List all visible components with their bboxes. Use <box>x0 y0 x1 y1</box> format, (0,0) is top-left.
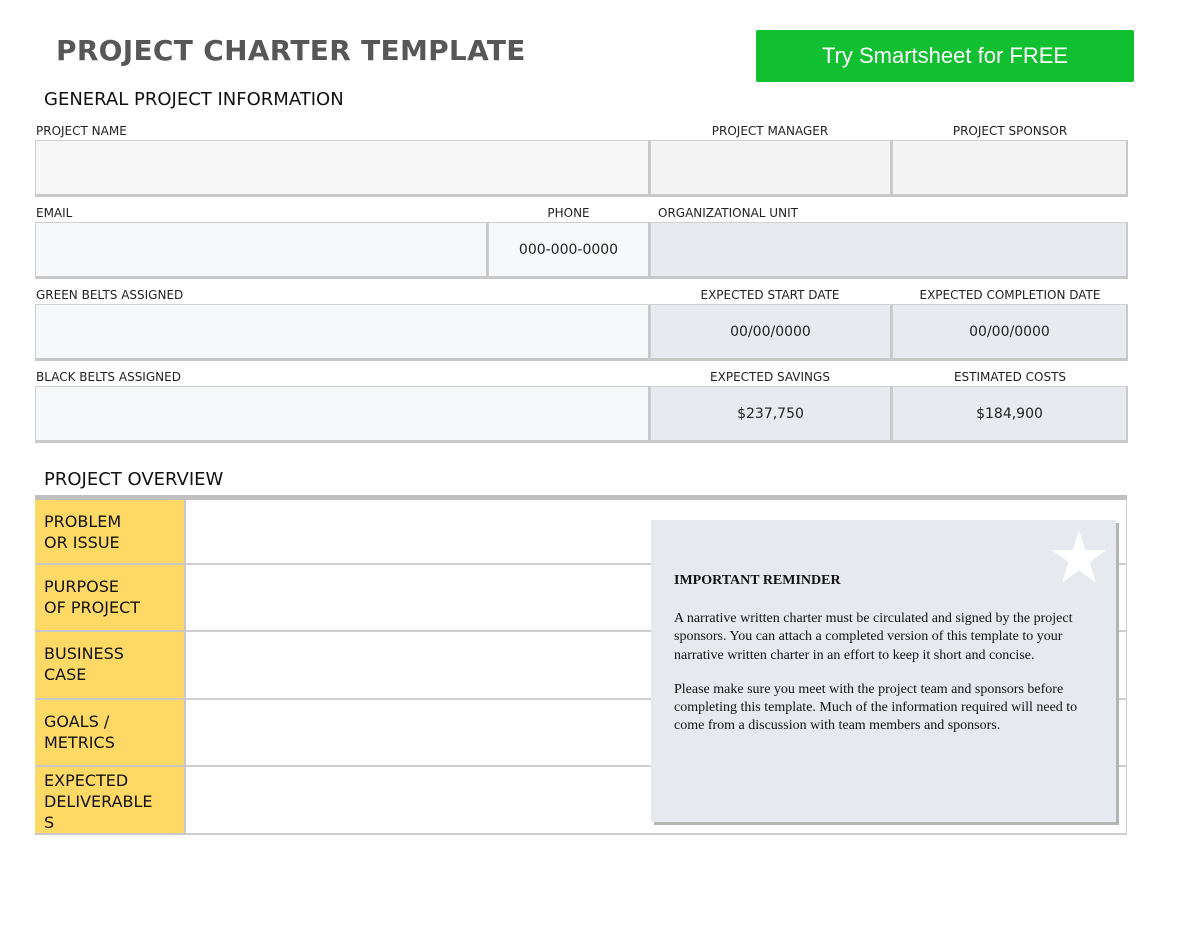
page-title: PROJECT CHARTER TEMPLATE <box>56 34 526 67</box>
email-field[interactable] <box>35 222 488 279</box>
org-unit-field[interactable] <box>650 222 1128 279</box>
project-manager-label: PROJECT MANAGER <box>711 124 829 138</box>
start-date-field[interactable]: 00/00/0000 <box>650 304 892 361</box>
overview-label-business-case: BUSINESS CASE <box>35 632 186 700</box>
green-belts-label: GREEN BELTS ASSIGNED <box>36 288 184 302</box>
important-reminder-note <box>651 520 1116 822</box>
costs-label: ESTIMATED COSTS <box>953 370 1067 384</box>
start-date-label: EXPECTED START DATE <box>700 288 840 302</box>
project-name-label: PROJECT NAME <box>36 124 127 138</box>
phone-field[interactable]: 000-000-0000 <box>488 222 650 279</box>
star-icon <box>1050 528 1108 586</box>
savings-label: EXPECTED SAVINGS <box>710 370 830 384</box>
completion-date-field[interactable]: 00/00/0000 <box>892 304 1128 361</box>
phone-label: PHONE <box>547 206 590 220</box>
email-label: EMAIL <box>36 206 73 220</box>
overview-label-purpose: PURPOSE OF PROJECT <box>35 565 186 632</box>
overview-label-deliverables: EXPECTED DELIVERABLE S <box>35 767 186 835</box>
green-belts-field[interactable] <box>35 304 650 361</box>
overview-label-problem: PROBLEM OR ISSUE <box>35 500 186 565</box>
project-manager-field[interactable] <box>650 140 892 197</box>
project-overview-heading: PROJECT OVERVIEW <box>44 469 224 490</box>
general-info-heading: GENERAL PROJECT INFORMATION <box>44 89 344 110</box>
project-name-field[interactable] <box>35 140 650 197</box>
reminder-paragraph-1: A narrative written charter must be circulated and signed by the project sponsors. You can attach a completed version of this template to your narrative written charter in an effort to keep it short and concise. <box>674 611 1073 663</box>
reminder-title: IMPORTANT REMINDER <box>674 573 841 588</box>
black-belts-field[interactable] <box>35 386 650 443</box>
org-unit-label: ORGANIZATIONAL UNIT <box>658 206 798 220</box>
project-sponsor-label: PROJECT SPONSOR <box>952 124 1068 138</box>
overview-label-goals: GOALS / METRICS <box>35 700 186 767</box>
completion-date-label: EXPECTED COMPLETION DATE <box>919 288 1101 302</box>
costs-field[interactable]: $184,900 <box>892 386 1128 443</box>
project-sponsor-field[interactable] <box>892 140 1128 197</box>
black-belts-label: BLACK BELTS ASSIGNED <box>36 370 181 384</box>
try-smartsheet-button[interactable]: Try Smartsheet for FREE <box>756 30 1134 82</box>
reminder-paragraph-2: Please make sure you meet with the project team and sponsors before completing this template. Much of the information required will need to come from a discussion with team members and sponsors. <box>674 681 1078 734</box>
savings-field[interactable]: $237,750 <box>650 386 892 443</box>
